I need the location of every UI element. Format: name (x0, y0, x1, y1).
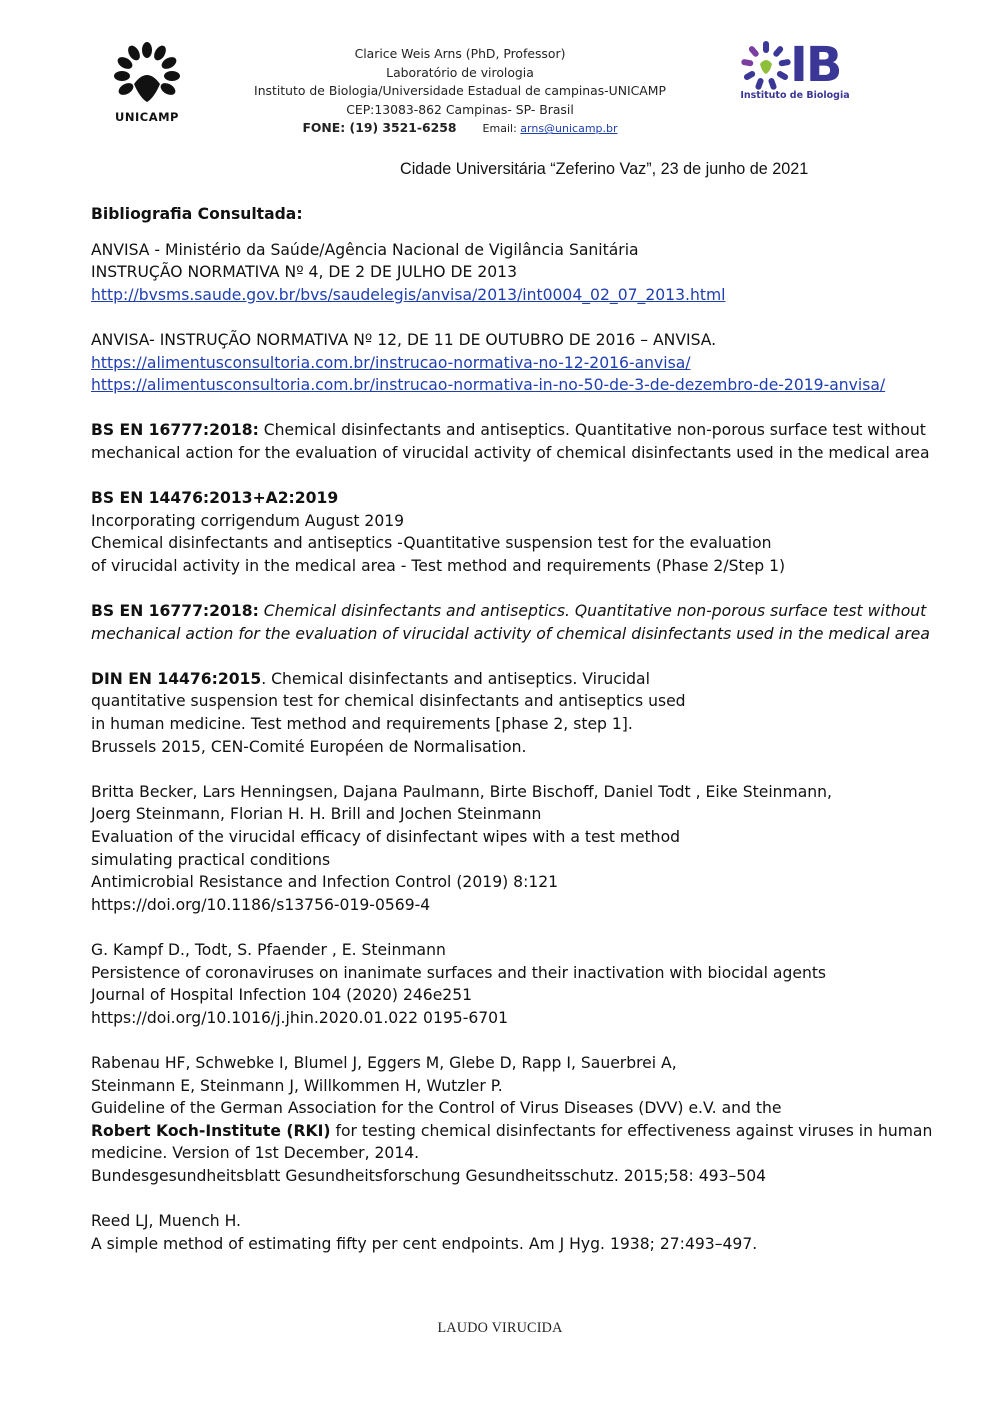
reference-line: ANVISA- INSTRUÇÃO NORMATIVA Nº 12, DE 11 DE OUTUBRO DE 2016 – ANVISA. (91, 330, 717, 349)
email-label: Email: (482, 122, 521, 136)
standard-code: BS EN 16777:2018: (91, 602, 259, 621)
reference-text: for testing chemical disinfectants for effectiveness against viruses in human (330, 1121, 933, 1140)
reference-bs-en-14476 (91, 487, 911, 577)
reference-becker (91, 781, 911, 917)
standard-code (91, 487, 911, 510)
reference-line: ANVISA - Ministério da Saúde/Agência Nacional de Vigilância Sanitária (91, 240, 639, 259)
document-date: Cidade Universitária “Zeferino Vaz”, 23 de junho de 2021 (400, 160, 809, 178)
unicamp-logo-text: UNICAMP (115, 110, 179, 124)
bibliography-section (91, 203, 933, 1278)
reference-line: Guideline of the German Association for the Control of Virus Diseases (DVV) e.V. and the (91, 1099, 782, 1118)
reference-text: Chemical disinfectants and antiseptics. Quantitative non-porous surface test without (258, 421, 926, 440)
standard-code: BS EN 16777:2018: (91, 421, 259, 440)
reference-line: in human medicine. Test method and requirements [phase 2, step 1]. (91, 715, 633, 734)
reference-doi: https://doi.org/10.1186/s13756-019-0569-4 (91, 895, 431, 914)
reference-line (91, 419, 926, 442)
reference-doi: https://doi.org/10.1016/j.jhin.2020.01.022 0195-6701 (91, 1008, 509, 1027)
standard-code-text: BS EN 14476:2013+A2:2019 (91, 489, 339, 508)
bibliography-heading: Bibliografia Consultada: (91, 205, 303, 223)
anvisa-2019-link[interactable]: https://alimentusconsultoria.com.br/instrucao-normativa-in-no-50-de-3-de-dezembro-de-2019-anvisa/ (91, 376, 886, 395)
letterhead-institute: Instituto de Biologia/Universidade Estadual de campinas-UNICAMP (254, 83, 666, 99)
reference-line: mechanical action for the evaluation of virucidal activity of chemical disinfectants used in the medical area (91, 624, 930, 643)
reference-line: INSTRUÇÃO NORMATIVA Nº 4, DE 2 DE JULHO DE 2013 (91, 263, 518, 282)
unicamp-emblem-icon (104, 40, 190, 110)
reference-kampf (91, 939, 911, 1029)
phone-number: FONE: (19) 3521-6258 (302, 120, 457, 136)
reference-rabenau (91, 1052, 933, 1188)
ib-emblem-icon (738, 38, 794, 94)
ib-logo-letters: IB (790, 37, 841, 93)
letterhead-lab: Laboratório de virologia (386, 64, 534, 80)
reference-bs-en-16777-a (91, 419, 930, 464)
letterhead-address: CEP:13083-862 Campinas- SP- Brasil (346, 101, 574, 117)
reference-line (91, 1120, 933, 1143)
reference-line: medicine. Version of 1st December, 2014. (91, 1144, 420, 1163)
ib-logo-subtitle: Instituto de Biologia (740, 90, 850, 101)
reference-reed (91, 1210, 911, 1255)
reference-line: Antimicrobial Resistance and Infection Control (2019) 8:121 (91, 873, 559, 892)
reference-bs-en-16777-b (91, 600, 930, 645)
reference-line (91, 600, 927, 623)
reference-line: Britta Becker, Lars Henningsen, Dajana Paulmann, Birte Bischoff, Daniel Todt , Eike Steinmann, (91, 782, 833, 801)
reference-line: A simple method of estimating fifty per cent endpoints. Am J Hyg. 1938; 27:493–497. (91, 1234, 758, 1253)
anvisa-2013-link[interactable]: http://bvsms.saude.gov.br/bvs/saudelegis/anvisa/2013/int0004_02_07_2013.html (91, 285, 726, 304)
letterhead-contact (230, 119, 690, 139)
unicamp-logo (104, 40, 190, 130)
reference-anvisa-2016 (91, 329, 911, 397)
reference-anvisa-2013 (91, 239, 911, 307)
reference-din-en-14476 (91, 668, 911, 758)
email-link[interactable]: arns@unicamp.br (520, 122, 618, 136)
reference-line: Persistence of coronaviruses on inanimate surfaces and their inactivation with biocidal agents (91, 963, 827, 982)
reference-text: . Chemical disinfectants and antiseptics. Virucidal (261, 669, 650, 688)
reference-line: Reed LJ, Muench H. (91, 1212, 242, 1231)
letterhead (230, 45, 690, 139)
standard-code: DIN EN 14476:2015 (91, 669, 262, 688)
rki-name: Robert Koch-Institute (RKI) (91, 1121, 331, 1140)
reference-line: quantitative suspension test for chemical disinfectants and antiseptics used (91, 692, 686, 711)
reference-line: G. Kampf D., Todt, S. Pfaender , E. Steinmann (91, 941, 446, 959)
reference-line: Chemical disinfectants and antiseptics -Quantitative suspension test for the evaluation (91, 534, 772, 553)
reference-line: Steinmann E, Steinmann J, Willkommen H, Wutzler P. (91, 1076, 503, 1095)
reference-line: Bundesgesundheitsblatt Gesundheitsforschung Gesundheitsschutz. 2015;58: 493–504 (91, 1166, 767, 1185)
reference-line (91, 668, 911, 691)
reference-line: Incorporating corrigendum August 2019 (91, 511, 405, 530)
email-block (483, 122, 618, 135)
reference-line: of virucidal activity in the medical area - Test method and requirements (Phase 2/Step 1) (91, 556, 786, 575)
reference-line: mechanical action for the evaluation of virucidal activity of chemical disinfectants used in the medical area (91, 443, 930, 462)
letterhead-name: Clarice Weis Arns (PhD, Professor) (354, 46, 566, 61)
page-footer: LAUDO VIRUCIDA (437, 1320, 563, 1336)
reference-line: Rabenau HF, Schwebke I, Blumel J, Eggers M, Glebe D, Rapp I, Sauerbrei A, (91, 1053, 677, 1072)
reference-line: Journal of Hospital Infection 104 (2020) 246e251 (91, 986, 473, 1005)
reference-text: Chemical disinfectants and antiseptics. Quantitative non-porous surface test without (258, 602, 927, 621)
reference-line: Brussels 2015, CEN-Comité Européen de Normalisation. (91, 737, 527, 756)
reference-line: Evaluation of the virucidal efficacy of disinfectant wipes with a test method (91, 828, 681, 847)
anvisa-2016-link[interactable]: https://alimentusconsultoria.com.br/instrucao-normativa-no-12-2016-anvisa/ (91, 353, 691, 372)
reference-line: simulating practical conditions (91, 850, 331, 869)
ib-logo (738, 38, 858, 108)
reference-line: Joerg Steinmann, Florian H. H. Brill and Jochen Steinmann (91, 805, 542, 824)
